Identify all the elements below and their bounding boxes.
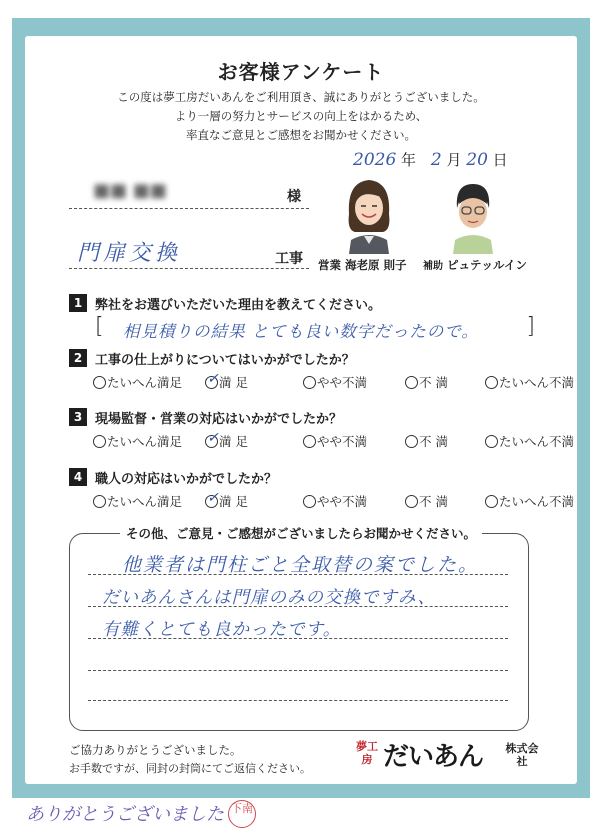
q3-option[interactable]: 不 満 xyxy=(405,432,485,450)
radio-circle xyxy=(303,376,316,389)
stamp-seal: 下南 xyxy=(228,800,256,828)
q1-number: 1 xyxy=(69,294,87,312)
check-mark-icon: ✓ xyxy=(207,430,219,446)
date-month: 2 xyxy=(430,150,442,170)
comment-line-2: だいあんさんは門扉のみの交換ですみ、 xyxy=(102,588,437,608)
logo-suffix: 株式会社 xyxy=(505,742,539,768)
survey-form xyxy=(25,36,577,784)
radio-circle xyxy=(485,376,498,389)
work-line xyxy=(69,232,309,269)
company-logo xyxy=(355,736,555,778)
logo-small: 夢工房 xyxy=(356,740,378,766)
radio-circle xyxy=(405,435,418,448)
radio-circle xyxy=(405,376,418,389)
q2-option[interactable]: やや不満 xyxy=(303,373,405,391)
assistant-portrait xyxy=(443,174,503,254)
q3-options xyxy=(93,432,597,450)
date-year-label: 年 xyxy=(401,151,417,169)
form-title: お客様アンケート xyxy=(217,60,385,84)
q2-option-selected[interactable]: ✓ 満 足 xyxy=(207,371,248,390)
radio-circle xyxy=(303,435,316,448)
radio-circle-checked xyxy=(205,430,219,448)
q1-answer-field: [ 相見積りの結果 とても良い数字だったので。 ] xyxy=(95,314,535,341)
q3-text: 現場監督・営業の対応はいかがでしたか？ xyxy=(95,412,343,427)
assistant-staff xyxy=(423,257,527,273)
comments-header: その他、ご意見・ご感想がございましたらお聞かせください。 xyxy=(120,524,482,542)
radio-circle xyxy=(93,435,106,448)
q3-option[interactable]: たいへん不満 xyxy=(485,432,597,450)
date-day: 20 xyxy=(466,150,488,170)
sales-name: 海老原 則子 xyxy=(345,258,407,272)
handwritten-thanks: ありがとうございました xyxy=(26,804,224,825)
q1-answer: 相見積りの結果 とても良い数字だったので。 xyxy=(123,322,479,341)
q4-number: 4 xyxy=(69,468,87,486)
q2-option[interactable]: たいへん不満 xyxy=(485,373,597,391)
q2-option[interactable]: たいへん満足 xyxy=(93,373,205,391)
assistant-name: ピュテッルイン xyxy=(447,258,527,272)
logo-main: だいあん xyxy=(383,742,484,772)
sales-portrait xyxy=(339,174,399,254)
sales-staff xyxy=(318,257,407,273)
q4-option[interactable]: やや不満 xyxy=(303,492,405,510)
date xyxy=(353,149,508,170)
q4-option[interactable]: たいへん不満 xyxy=(485,492,597,510)
q4-option-selected[interactable]: ✓ 満 足 xyxy=(207,490,248,509)
assistant-role: 補助 xyxy=(423,261,443,272)
radio-circle xyxy=(303,495,316,508)
sales-role: 営業 xyxy=(318,258,341,272)
q3-number: 3 xyxy=(69,408,87,426)
comment-line-3: 有難くとても良かったです。 xyxy=(102,620,342,640)
q3-option[interactable]: やや不満 xyxy=(303,432,405,450)
q1-text: 弊社をお選びいただいた理由を教えてください。 xyxy=(95,298,382,313)
q4-option[interactable]: たいへん満足 xyxy=(93,492,205,510)
customer-name: ■■ ■■ xyxy=(93,180,167,201)
date-month-label: 月 xyxy=(446,151,462,169)
intro-line-3: 率直なご意見とご感想をお聞かせください。 xyxy=(186,128,416,142)
footer-return-note: お手数ですが、同封の封筒にてご返信ください。 xyxy=(69,762,311,775)
footer-thanks: ご協力ありがとうございました。 xyxy=(69,743,242,757)
q2-options xyxy=(93,373,597,391)
work-label: 工事 xyxy=(275,251,303,267)
q4-options xyxy=(93,492,597,510)
q4-option[interactable]: 不 満 xyxy=(405,492,485,510)
q2-text: 工事の仕上がりについてはいかがでしたか？ xyxy=(95,353,355,368)
radio-circle xyxy=(405,495,418,508)
radio-circle xyxy=(93,376,106,389)
honorific-label: 様 xyxy=(287,189,301,205)
comments-box[interactable] xyxy=(69,526,529,731)
check-mark-icon: ✓ xyxy=(207,490,219,506)
date-year: 2026 xyxy=(353,150,397,170)
q2-option[interactable]: 不 満 xyxy=(405,373,485,391)
q3-option-selected[interactable]: ✓ 満 足 xyxy=(207,430,248,449)
intro-line-2: より一層の努力とサービスの向上をはかるため、 xyxy=(174,109,428,123)
date-day-label: 日 xyxy=(492,151,508,169)
radio-circle xyxy=(93,495,106,508)
radio-circle-checked xyxy=(205,371,219,389)
q3-option[interactable]: たいへん満足 xyxy=(93,432,205,450)
check-mark-icon: ✓ xyxy=(207,371,219,387)
radio-circle xyxy=(485,495,498,508)
comment-line-1: 他業者は門柱ごと全取替の案でした。 xyxy=(122,554,480,576)
radio-circle xyxy=(485,435,498,448)
q2-number: 2 xyxy=(69,349,87,367)
customer-name-line xyxy=(69,176,309,209)
radio-circle-checked xyxy=(205,490,219,508)
work-value: 門扉交換 xyxy=(77,241,182,266)
intro-line-1: この度は夢工房だいあんをご利用頂き、誠にありがとうございました。 xyxy=(117,90,485,104)
q4-text: 職人の対応はいかがでしたか？ xyxy=(95,472,278,487)
